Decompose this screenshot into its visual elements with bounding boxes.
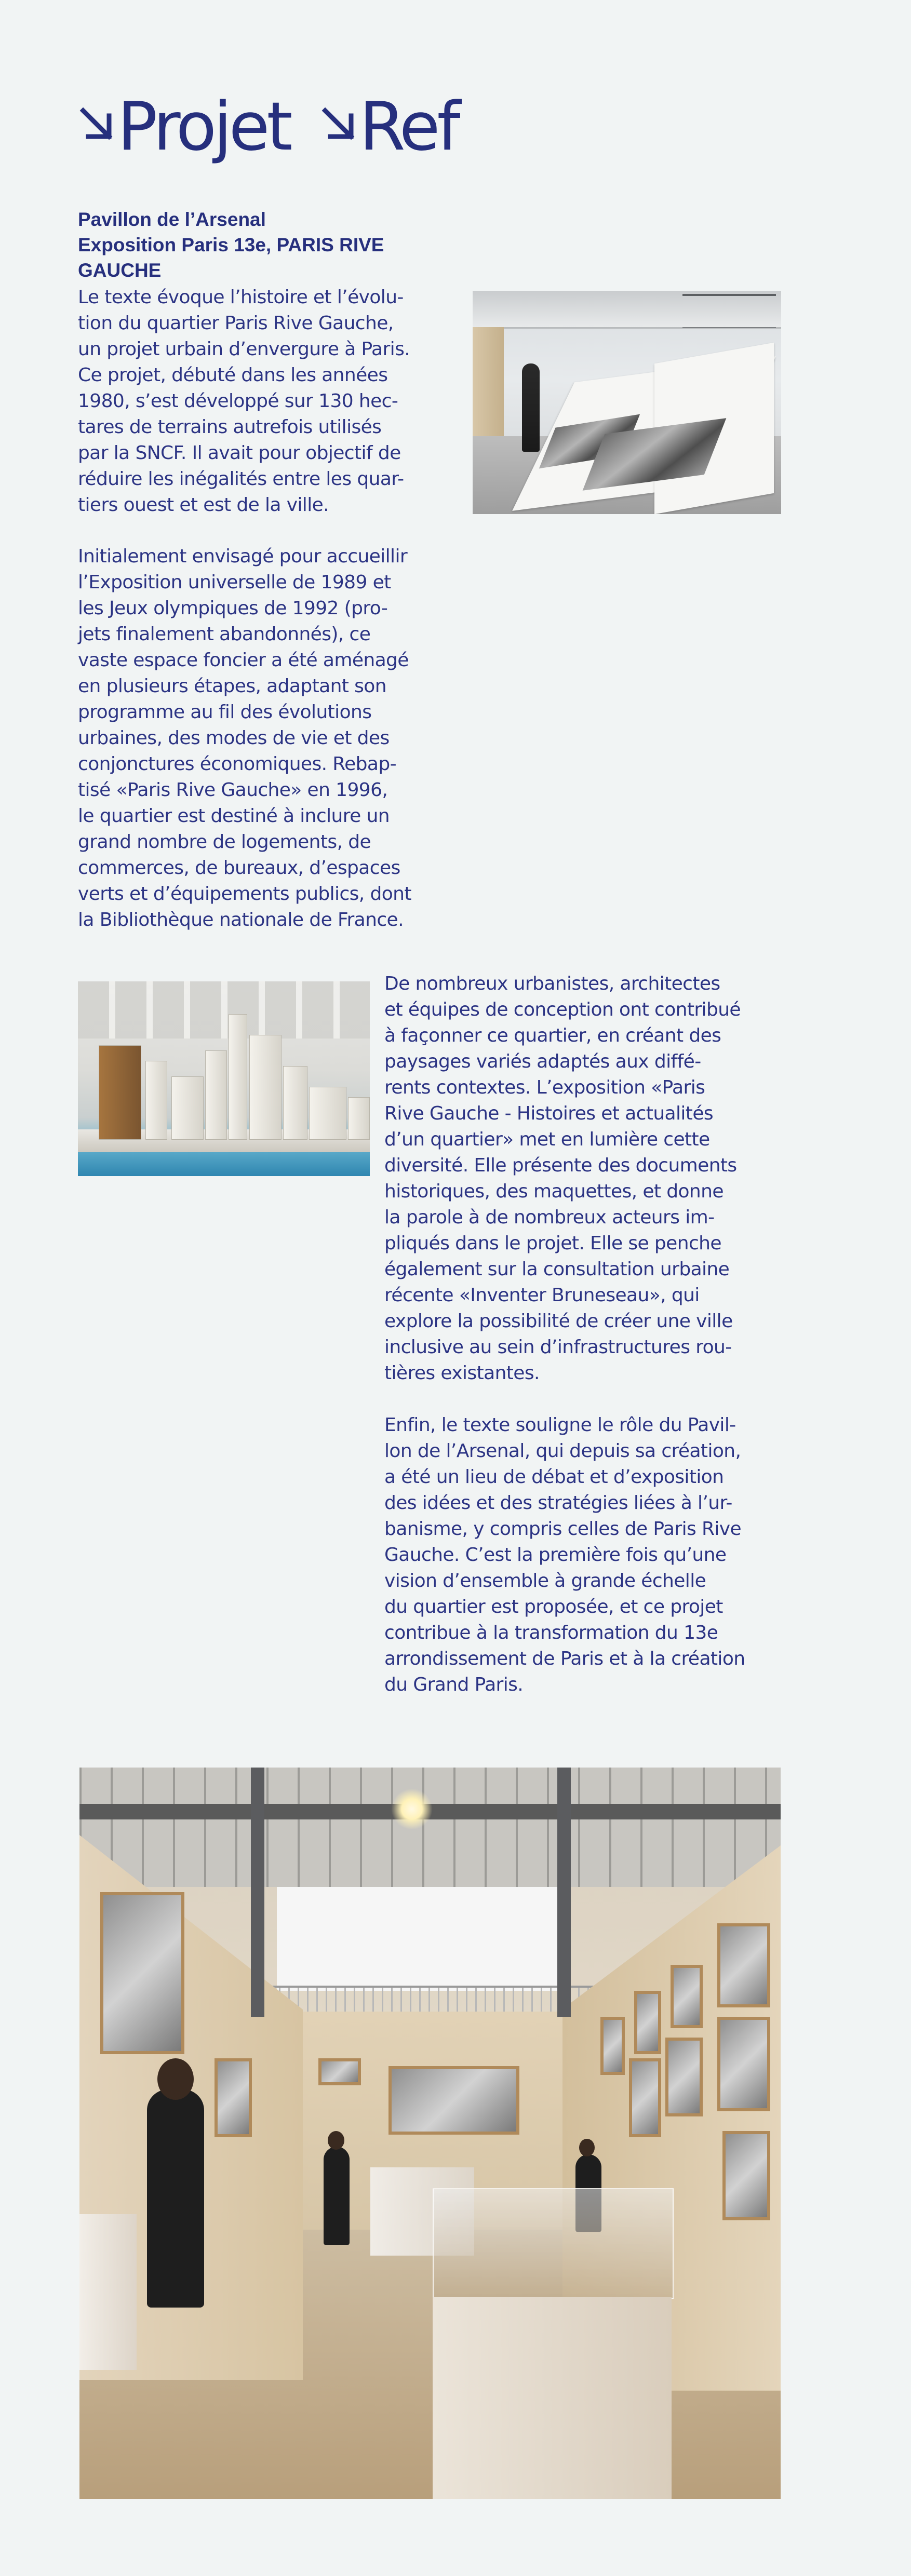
text-line: verts et d’équipements publics, dont: [78, 883, 411, 905]
text-line: tisé «Paris Rive Gauche» en 1996,: [78, 779, 388, 801]
text-line: par la SNCF. Il avait pour objectif de: [78, 442, 401, 464]
text-line: jets finalement abandonnés), ce: [78, 624, 371, 645]
text-line: l’Exposition universelle de 1989 et: [78, 572, 391, 593]
text-line: Rive Gauche - Histoires et actualités: [384, 1103, 714, 1124]
text-line: vaste espace foncier a été aménagé: [78, 650, 409, 671]
text-line: les Jeux olympiques de 1992 (pro-: [78, 598, 388, 619]
text-line: explore la possibilité de créer une ville: [384, 1311, 733, 1332]
heading-line: GAUCHE: [78, 260, 162, 281]
heading-line: Pavillon de l’Arsenal: [78, 209, 266, 230]
text-line: du quartier est proposée, et ce projet: [384, 1596, 723, 1617]
paragraph-intro: [78, 285, 410, 518]
text-line: vision d’ensemble à grande échelle: [384, 1570, 706, 1592]
header-word-ref: Ref: [359, 88, 458, 166]
text-line: récente «Inventer Bruneseau», qui: [384, 1285, 700, 1306]
paragraph-conclusion: [384, 1412, 745, 1698]
text-line: De nombreux urbanistes, architectes: [384, 973, 720, 994]
text-line: commerces, de bureaux, d’espaces: [78, 857, 400, 879]
text-line: des idées et des stratégies liées à l’ur-: [384, 1492, 732, 1514]
text-line: Ce projet, débuté dans les années: [78, 365, 388, 386]
page-header: [78, 88, 458, 166]
text-line: pliqués dans le projet. Elle se penche: [384, 1233, 721, 1254]
text-line: tières existantes.: [384, 1363, 540, 1384]
arrow-down-right-icon: [78, 105, 114, 142]
text-line: lon de l’Arsenal, qui depuis sa création,: [384, 1440, 741, 1462]
text-line: banisme, y compris celles de Paris Rive: [384, 1518, 742, 1540]
text-line: urbaines, des modes de vie et des: [78, 727, 390, 749]
heading-line: Exposition Paris 13e, PARIS RIVE: [78, 234, 384, 255]
text-line: le quartier est destiné à inclure un: [78, 805, 390, 827]
text-line: inclusive au sein d’infrastructures rou-: [384, 1337, 732, 1358]
text-line: du Grand Paris.: [384, 1674, 524, 1695]
exhibition-hall-photo: [79, 1768, 781, 2499]
text-line: à façonner ce quartier, en créant des: [384, 1025, 721, 1046]
text-line: réduire les inégalités entre les quar-: [78, 468, 404, 490]
text-line: tares de terrains autrefois utilisés: [78, 416, 382, 438]
text-line: diversité. Elle présente des documents: [384, 1155, 737, 1176]
text-line: d’un quartier» met en lumière cette: [384, 1129, 710, 1150]
text-line: arrondissement de Paris et à la création: [384, 1648, 745, 1669]
text-line: tiers ouest et est de la ville.: [78, 494, 329, 516]
article-heading: [78, 207, 452, 283]
text-line: la Bibliothèque nationale de France.: [78, 909, 404, 930]
paragraph-exhibition: [384, 971, 741, 1386]
text-line: 1980, s’est développé sur 130 hec-: [78, 390, 398, 412]
text-line: la parole à de nombreux acteurs im-: [384, 1207, 715, 1228]
gallery-photo: [473, 291, 781, 514]
text-line: historiques, des maquettes, et donne: [384, 1181, 724, 1202]
text-line: grand nombre de logements, de: [78, 831, 371, 853]
text-line: a été un lieu de débat et d’exposition: [384, 1466, 724, 1488]
text-line: et équipes de conception ont contribué: [384, 999, 741, 1020]
text-line: conjonctures économiques. Rebap-: [78, 753, 396, 775]
text-line: en plusieurs étapes, adaptant son: [78, 676, 386, 697]
text-line: Le texte évoque l’histoire et l’évolu-: [78, 287, 404, 308]
text-line: programme au fil des évolutions: [78, 702, 372, 723]
paragraph-history: [78, 544, 411, 933]
text-line: tion du quartier Paris Rive Gauche,: [78, 313, 394, 334]
text-line: Initialement envisagé pour accueillir: [78, 546, 408, 567]
city-model-photo: [78, 981, 370, 1176]
text-line: contribue à la transformation du 13e: [384, 1622, 718, 1643]
text-line: Gauche. C’est la première fois qu’une: [384, 1544, 727, 1566]
arrow-down-right-icon: [320, 105, 356, 142]
header-word-projet: Projet: [117, 88, 290, 166]
text-line: un projet urbain d’envergure à Paris.: [78, 339, 410, 360]
text-line: paysages variés adaptés aux diffé-: [384, 1051, 701, 1072]
text-line: également sur la consultation urbaine: [384, 1259, 730, 1280]
text-line: Enfin, le texte souligne le rôle du Pavil-: [384, 1414, 736, 1436]
text-line: rents contextes. L’exposition «Paris: [384, 1077, 705, 1098]
